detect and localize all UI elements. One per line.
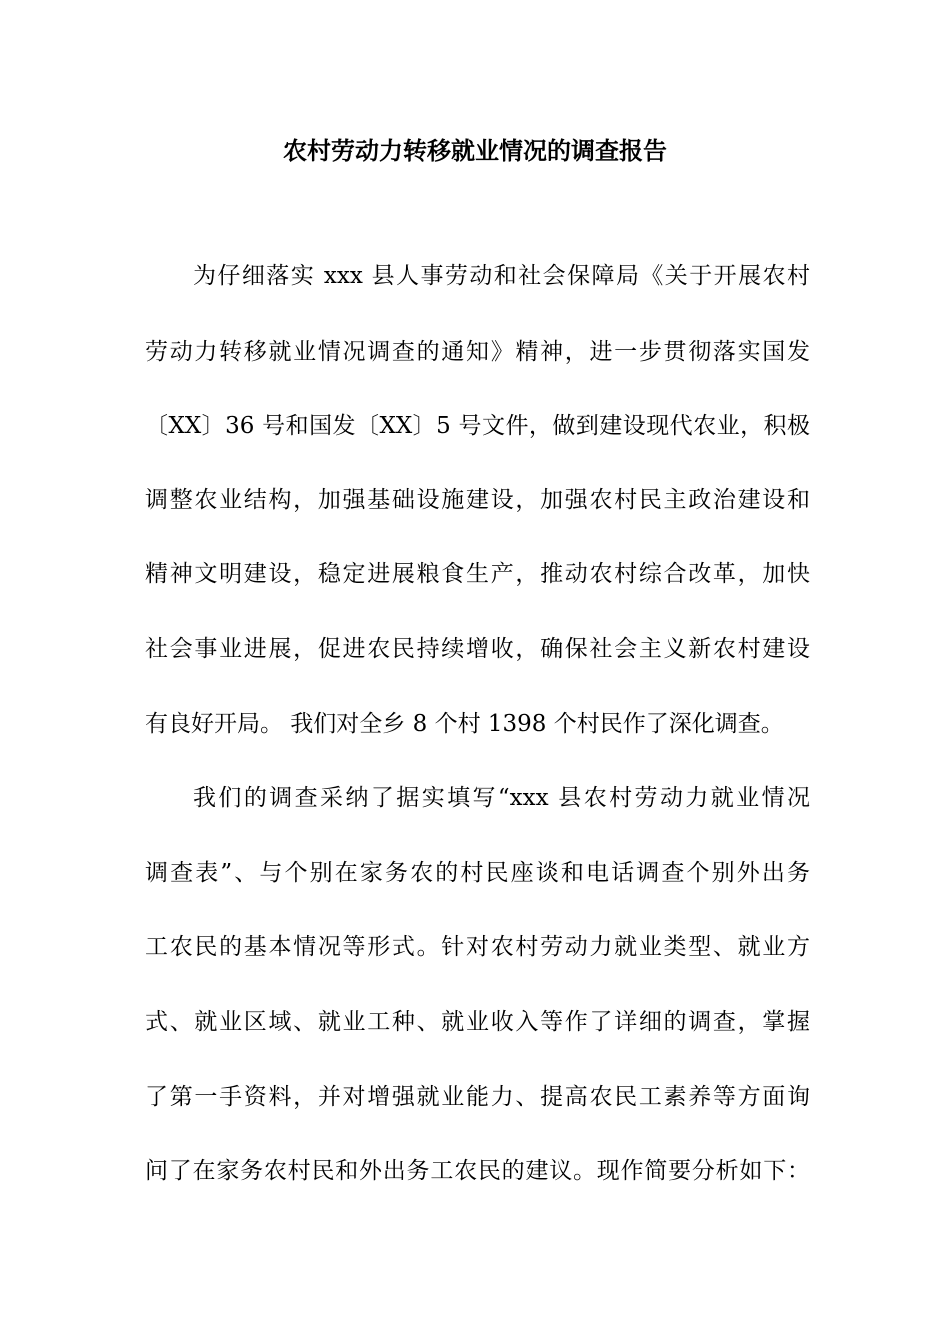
paragraph-1-line: 为仔细落实 xxx 县人事劳动和社会保障局《关于开展农村 [193,263,810,289]
paragraph-2-line: 工农民的基本情况等形式。针对农村劳动力就业类型、就业方 [145,934,810,960]
paragraph-2-line: 问了在家务农村民和外出务工农民的建议。现作简要分析如下： [145,1158,810,1184]
document-title: 农村劳动力转移就业情况的调查报告 [283,137,667,165]
paragraph-2-line: 了第一手资料，并对增强就业能力、提高农民工素养等方面询 [145,1084,810,1110]
paragraph-1-line: 〔XX〕36 号和国发〔XX〕5 号文件，做到建设现代农业，积极 [145,413,810,439]
paragraph-2-line: 调查表”、与个别在家务农的村民座谈和电话调查个别外出务 [145,860,810,886]
paragraph-2-line: 式、就业区域、就业工种、就业收入等作了详细的调查，掌握 [145,1009,810,1035]
paragraph-1-line: 有良好开局。 我们对全乡 8 个村 1398 个村民作了深化调查。 [145,711,784,737]
paragraph-1-line: 社会事业进展，促进农民持续增收，确保社会主义新农村建设 [145,636,810,662]
paragraph-1-line: 劳动力转移就业情况调查的通知》精神，进一步贯彻落实国发 [145,339,810,365]
paragraph-1-line: 调整农业结构，加强基础设施建设，加强农村民主政治建设和 [145,487,810,513]
paragraph-2-line: 我们的调查采纳了据实填写“xxx 县农村劳动力就业情况 [193,785,810,811]
paragraph-1-line: 精神文明建设，稳定进展粮食生产，推动农村综合改革，加快 [145,561,810,587]
